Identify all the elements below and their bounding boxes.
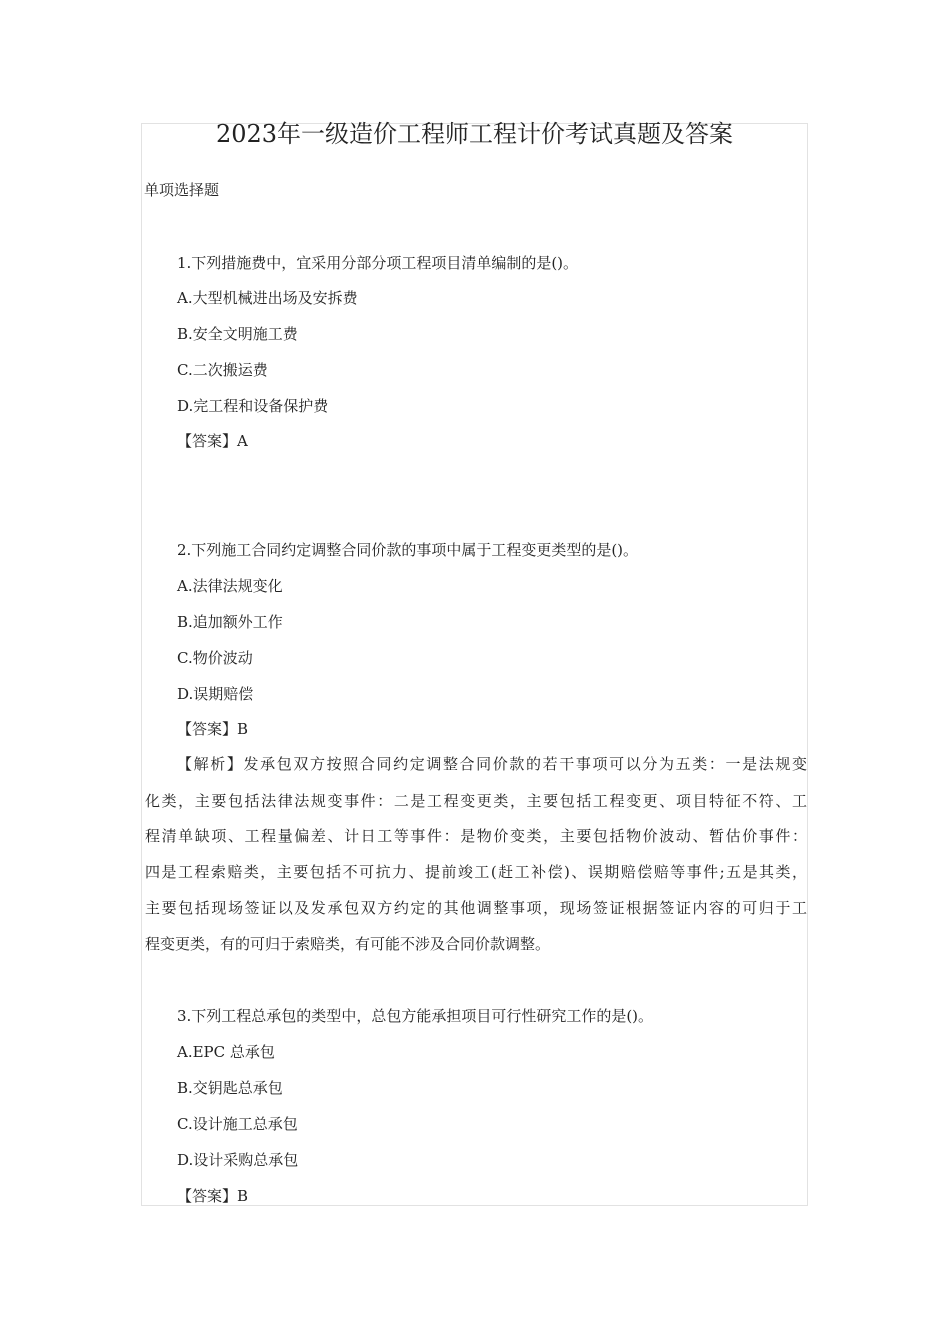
question-3-option-b: B.交钥匙总承包: [177, 1079, 283, 1097]
question-2-option-b: B.追加额外工作: [177, 613, 283, 631]
question-1-option-d: D.完工程和设备保护费: [177, 397, 329, 415]
question-2-explanation-line: 程清单缺项、工程量偏差、计日工等事件：是物价变类，主要包括物价波动、暂估价事件：: [145, 827, 807, 845]
question-2-stem: 2.下列施工合同约定调整合同价款的事项中属于工程变更类型的是()。: [177, 541, 639, 559]
section-heading: 单项选择题: [144, 181, 220, 199]
question-1-option-a: A.大型机械进出场及安拆费: [177, 289, 358, 307]
question-2-explanation-line: 主要包括现场签证以及发承包双方约定的其他调整事项，现场签证根据签证内容的可归于工: [145, 899, 807, 917]
question-3-option-d: D.设计采购总承包: [177, 1151, 299, 1169]
question-2-explanation-line: 四是工程索赔类，主要包括不可抗力、提前竣工(赶工补偿)、误期赔偿赔等事件;五是其类，: [145, 863, 807, 881]
question-2-option-a: A.法律法规变化: [177, 577, 283, 595]
question-2-option-d: D.误期赔偿: [177, 685, 254, 703]
question-3-answer: 【答案】B: [177, 1187, 249, 1205]
question-1-stem: 1.下列措施费中，宜采用分部分项工程项目清单编制的是()。: [177, 254, 579, 272]
question-2-explanation-line: 程变更类，有的可归于索赔类，有可能不涉及合同价款调整。: [145, 935, 551, 953]
question-1-option-b: B.安全文明施工费: [177, 325, 298, 343]
question-3-stem: 3.下列工程总承包的类型中，总包方能承担项目可行性研究工作的是()。: [177, 1007, 654, 1025]
document-title: 2023年一级造价工程师工程计价考试真题及答案: [215, 120, 734, 148]
question-3-option-a: A.EPC 总承包: [177, 1043, 275, 1061]
question-2-answer: 【答案】B: [177, 720, 249, 738]
question-2-option-c: C.物价波动: [177, 649, 253, 667]
question-3-option-c: C.设计施工总承包: [177, 1115, 298, 1133]
question-1-option-c: C.二次搬运费: [177, 361, 268, 379]
question-2-explanation-line: 化类，主要包括法律法规变事件：二是工程变更类，主要包括工程变更、项目特征不符、工: [145, 792, 807, 810]
question-1-answer: 【答案】A: [177, 432, 248, 450]
question-2-explanation-line: 【解析】发承包双方按照合同约定调整合同价款的若干事项可以分为五类：一是法规变: [177, 755, 807, 773]
